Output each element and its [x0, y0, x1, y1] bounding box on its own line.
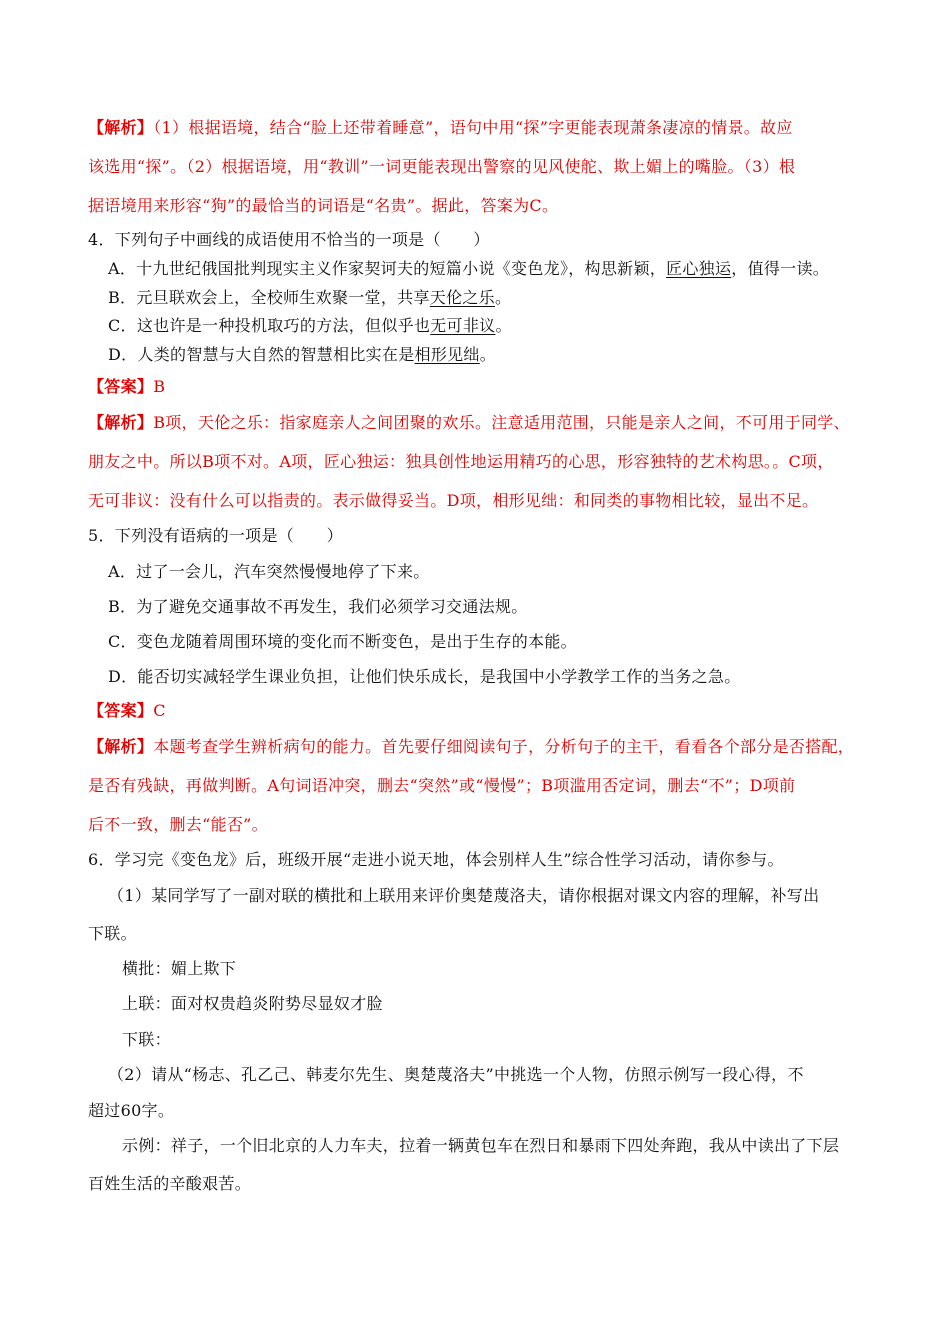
q6-part2-line-2: 超过60字。 — [88, 1101, 175, 1120]
q5-option-b: B．为了避免交通事故不再发生，我们必须学习交通法规。 — [108, 597, 528, 616]
q4-answer: 【答案】B — [88, 377, 166, 396]
q3-analysis-line-1: 【解析】（1）根据语境，结合“脸上还带着睡意”，语句中用“探”字更能表现萧条凄凉的情景。故应 — [88, 118, 793, 137]
q3-analysis-line-2: 该选用“探”。（2）根据语境，用“教训”一词更能表现出警察的见风使舵、欺上媚上的嘴脸。（3）根 — [88, 157, 796, 176]
q6-part2-line-1: （2）请从“杨志、孔乙己、韩麦尔先生、奥楚蔑洛夫”中挑选一个人物，仿照示例写一段心得，不 — [108, 1065, 804, 1084]
q6-hengpi: 横批：媚上欺下 — [122, 959, 237, 978]
q5-stem: 5．下列没有语病的一项是（ ） — [88, 526, 343, 545]
q4-analysis-line-1: 【解析】B项，天伦之乐：指家庭亲人之间团聚的欢乐。注意适用范围，只能是亲人之间，不可用于同学、 — [88, 413, 850, 432]
q5-analysis-line-1: 【解析】本题考查学生辨析病句的能力。首先要仔细阅读句子，分析句子的主干，看看各个部分是否搭配， — [88, 737, 855, 756]
q6-part1-line-1: （1）某同学写了一副对联的横批和上联用来评价奥楚蔑洛夫，请你根据对课文内容的理解，补写出 — [108, 886, 820, 905]
q6-shanglian: 上联：面对权贵趋炎附势尽显奴才脸 — [122, 994, 383, 1013]
q5-option-c: C．变色龙随着周围环境的变化而不断变色，是出于生存的本能。 — [108, 632, 577, 651]
q6-xialian: 下联： — [122, 1030, 171, 1049]
q4-stem: 4．下列句子中画线的成语使用不恰当的一项是（ ） — [88, 230, 490, 249]
q3-analysis-line-3: 据语境用来形容“狗”的最恰当的词语是“名贵”。据此，答案为C。 — [88, 196, 559, 215]
q4-option-a: A．十九世纪俄国批判现实主义作家契诃夫的短篇小说《变色龙》，构思新颖，匠心独运，值得一读。 — [108, 259, 830, 278]
q6-example-line-1: 示例：祥子，一个旧北京的人力车夫，拉着一辆黄包车在烈日和暴雨下四处奔跑，我从中读出了下层 — [122, 1136, 840, 1155]
q4-option-c: C．这也许是一种投机取巧的方法，但似乎也无可非议。 — [108, 316, 512, 335]
q5-answer: 【答案】C — [88, 701, 166, 720]
analysis-tag: 【解析】 — [88, 118, 154, 137]
q4-option-d: D．人类的智慧与大自然的智慧相比实在是相形见绌。 — [108, 345, 497, 364]
q4-analysis-line-2: 朋友之中。所以B项不对。A项，匠心独运：独具创性地运用精巧的心思，形容独特的艺术构思。。C项， — [88, 452, 834, 471]
q6-part1-line-2: 下联。 — [88, 924, 137, 943]
q5-option-d: D．能否切实减轻学生课业负担，让他们快乐成长，是我国中小学教学工作的当务之急。 — [108, 667, 741, 686]
q5-option-a: A．过了一会儿，汽车突然慢慢地停了下来。 — [108, 562, 430, 581]
q4-analysis-line-3: 无可非议：没有什么可以指责的。表示做得妥当。D项，相形见绌：和同类的事物相比较，显出不足。 — [88, 491, 819, 510]
q5-analysis-line-3: 后不一致，删去“能否”。 — [88, 815, 268, 834]
q6-example-line-2: 百姓生活的辛酸艰苦。 — [88, 1174, 252, 1193]
q4-option-b: B．元旦联欢会上，全校师生欢聚一堂，共享天伦之乐。 — [108, 288, 512, 307]
q5-analysis-line-2: 是否有残缺，再做判断。A句词语冲突，删去“突然”或“慢慢”；B项滥用否定词，删去“不”；D项前 — [88, 776, 796, 795]
q6-stem: 6．学习完《变色龙》后，班级开展“走进小说天地，体会别样人生”综合性学习活动，请你参与。 — [88, 850, 784, 869]
